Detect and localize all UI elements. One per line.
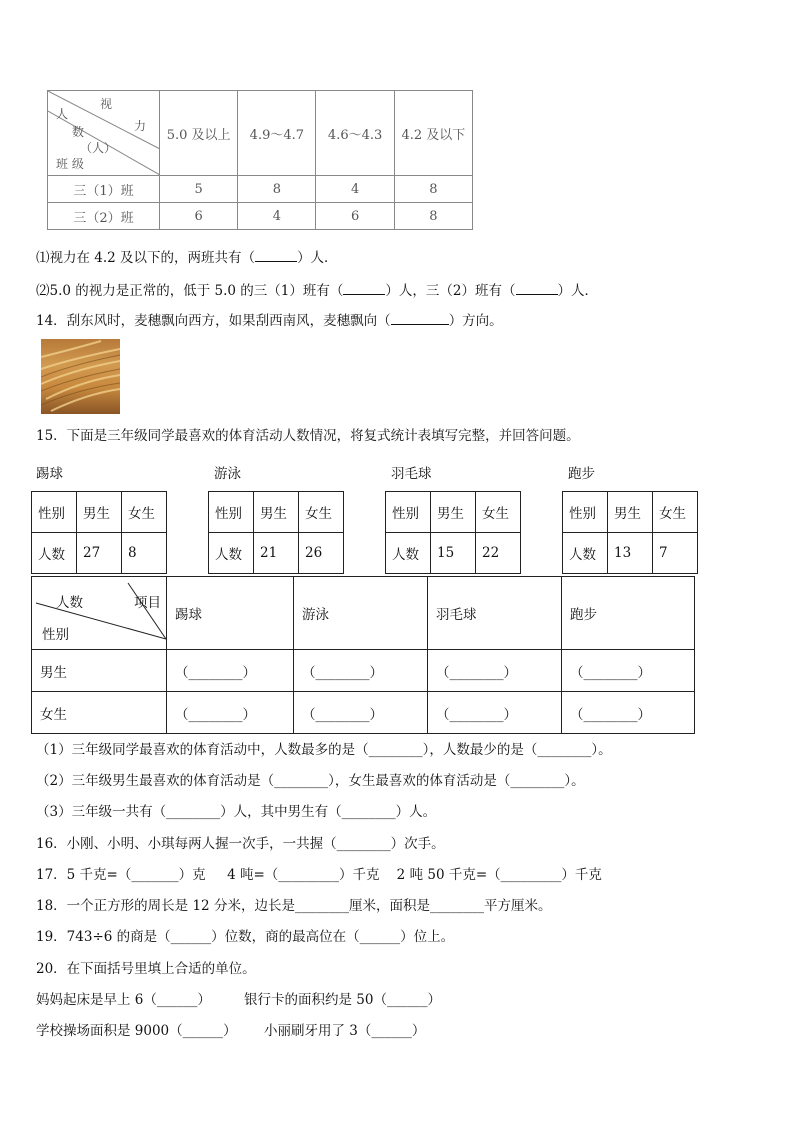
vision-col-header: 4.6～4.3: [316, 91, 394, 176]
corner-text: 视: [100, 97, 113, 111]
vision-col-header: 5.0 及以上: [159, 91, 237, 176]
class-label: 三（2）班: [48, 203, 160, 230]
vision-table: [47, 90, 473, 230]
corner-text: 人数: [56, 595, 83, 611]
corner-text: 项目: [134, 595, 161, 611]
q15-sub2: （2）三年级男生最喜欢的体育活动是（________），女生最喜欢的体育活动是（________）。: [36, 773, 585, 789]
compound-col-header: 跑步: [562, 577, 695, 650]
sport-label: 踢球: [36, 466, 63, 482]
q20-c: 学校操场面积是 9000（______）: [36, 1023, 237, 1039]
table-cell: 26: [299, 533, 344, 574]
answer-blank[interactable]: [343, 282, 385, 295]
table-cell: 女生: [653, 492, 698, 533]
compound-col-header: 踢球: [167, 577, 294, 650]
table-cell: 男生: [77, 492, 122, 533]
table-cell: 性别: [386, 492, 431, 533]
wheat-field-photo: [41, 339, 120, 414]
table-cell: 8: [394, 203, 472, 230]
answer-blank[interactable]: （________）: [167, 650, 294, 692]
q20-b: 银行卡的面积约是 50（______）: [244, 992, 441, 1008]
q15-sub1: （1）三年级同学最喜欢的体育活动中，人数最多的是（________），人数最少的是（________）。: [36, 742, 612, 758]
question-text: ）方向。: [448, 313, 503, 329]
corner-text: 人: [56, 107, 69, 121]
table-cell: 女生: [122, 492, 167, 533]
corner-text: 班 级: [56, 157, 84, 171]
q18: 18．一个正方形的周长是 12 分米，边长是________厘米，面积是________平方厘米。: [36, 898, 552, 914]
table-cell: 人数: [563, 533, 608, 574]
class-label: 三（1）班: [48, 176, 160, 203]
question-text: 14．刮东风时，麦穗飘向西方，如果刮西南风，麦穗飘向（: [36, 313, 391, 329]
answer-blank[interactable]: （________）: [428, 650, 562, 692]
table-cell: 4: [238, 203, 316, 230]
table-cell: 性别: [563, 492, 608, 533]
vision-col-header: 4.9～4.7: [238, 91, 316, 176]
table-cell: 性别: [209, 492, 254, 533]
answer-blank[interactable]: [391, 312, 449, 325]
table-row: [32, 650, 695, 692]
sport-label: 羽毛球: [391, 466, 432, 482]
corner-text: （人）: [80, 141, 117, 155]
table-cell: 男生: [431, 492, 476, 533]
corner-text: 力: [134, 119, 147, 133]
table-cell: 4: [316, 176, 394, 203]
corner-text: 数: [72, 125, 85, 139]
compound-stat-table: [31, 576, 695, 734]
table-cell: 21: [254, 533, 299, 574]
table-row: [32, 692, 695, 734]
answer-blank[interactable]: （________）: [294, 692, 428, 734]
q13-part1: [36, 249, 338, 267]
answer-blank[interactable]: （________）: [294, 650, 428, 692]
table-cell: 女生: [476, 492, 521, 533]
table-row: [48, 203, 473, 230]
row-label-girls: 女生: [32, 692, 167, 734]
sport-table-football: [31, 491, 167, 574]
table-cell: 5: [159, 176, 237, 203]
vision-col-header: 4.2 及以下: [394, 91, 472, 176]
table-cell: 7: [653, 533, 698, 574]
sport-table-badminton: [385, 491, 521, 574]
question-text: ⑴视力在 4.2 及以下的，两班共有（: [36, 250, 256, 266]
answer-blank[interactable]: （________）: [167, 692, 294, 734]
question-text: ）人．: [297, 250, 338, 266]
answer-blank[interactable]: [255, 249, 297, 262]
question-text: ）人，三（2）班有（: [385, 283, 516, 299]
table-cell: 22: [476, 533, 521, 574]
table-cell: 人数: [209, 533, 254, 574]
question-text: ⑵5.0 的视力是正常的，低于 5.0 的三（1）班有（: [36, 283, 344, 299]
table-cell: 13: [608, 533, 653, 574]
table-cell: 性别: [32, 492, 77, 533]
q20-a: 妈妈起床是早上 6（______）: [36, 992, 211, 1008]
compound-table-corner: [32, 577, 167, 650]
q19: 19．743÷6 的商是（______）位数，商的最高位在（______）位上。: [36, 929, 455, 945]
q14: [36, 312, 503, 330]
q15-title: 15．下面是三年级同学最喜欢的体育活动人数情况，将复式统计表填写完整，并回答问题。: [36, 428, 580, 444]
q16: 16．小刚、小明、小琪每两人握一次手，一共握（________）次手。: [36, 836, 445, 852]
table-cell: 8: [122, 533, 167, 574]
compound-col-header: 羽毛球: [428, 577, 562, 650]
q15-sub3: （3）三年级一共有（________）人，其中男生有（________）人。: [36, 804, 437, 820]
table-cell: 6: [316, 203, 394, 230]
q20-d: 小丽刷牙用了 3（______）: [264, 1023, 426, 1039]
answer-blank[interactable]: （________）: [562, 692, 695, 734]
sport-label: 游泳: [214, 466, 241, 482]
question-text: ）人．: [557, 283, 598, 299]
table-row: [48, 176, 473, 203]
table-cell: 8: [238, 176, 316, 203]
table-cell: 男生: [254, 492, 299, 533]
compound-col-header: 游泳: [294, 577, 428, 650]
table-cell: 8: [394, 176, 472, 203]
wheat-stalks: [41, 339, 120, 414]
sport-label: 跑步: [568, 466, 595, 482]
table-cell: 6: [159, 203, 237, 230]
sport-table-running: [562, 491, 698, 574]
table-cell: 男生: [608, 492, 653, 533]
vision-table-corner: [48, 91, 160, 176]
answer-blank[interactable]: （________）: [428, 692, 562, 734]
table-cell: 15: [431, 533, 476, 574]
sport-table-swimming: [208, 491, 344, 574]
answer-blank[interactable]: （________）: [562, 650, 695, 692]
table-cell: 女生: [299, 492, 344, 533]
answer-blank[interactable]: [516, 282, 558, 295]
table-cell: 人数: [32, 533, 77, 574]
table-cell: 人数: [386, 533, 431, 574]
table-cell: 27: [77, 533, 122, 574]
q13-part2: [36, 282, 598, 300]
q20-title: 20．在下面括号里填上合适的单位。: [36, 961, 256, 977]
row-label-boys: 男生: [32, 650, 167, 692]
q17: 17．5 千克=（_______）克 4 吨=（_________）千克 2 吨 50 千克=（_________）千克: [36, 867, 602, 883]
corner-text: 性别: [42, 627, 69, 643]
